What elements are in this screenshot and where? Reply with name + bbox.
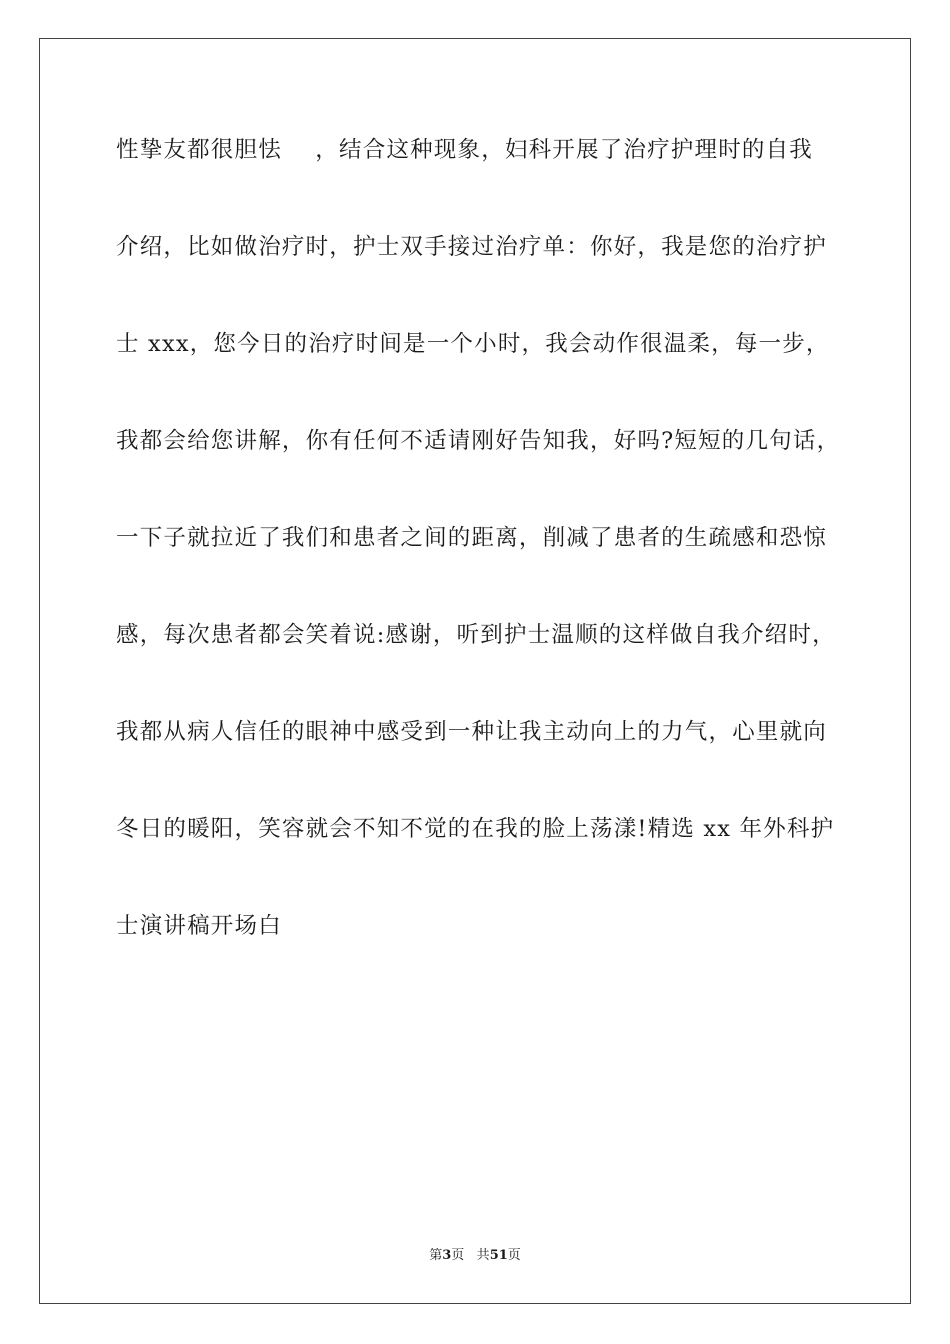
page-suffix: 页 xyxy=(451,1248,465,1263)
page-prefix: 第 xyxy=(429,1248,443,1263)
text-line: 我都会给您讲解，你有任何不适请刚好告知我，好吗?短短的几句话， xyxy=(116,428,841,454)
text-line: 感，每次患者都会笑着说:感谢，听到护士温顺的这样做自我介绍时， xyxy=(116,622,836,648)
page-footer xyxy=(0,1248,950,1264)
total-prefix: 共 xyxy=(476,1248,490,1263)
total-suffix: 页 xyxy=(507,1248,521,1263)
total-pages: 51 xyxy=(489,1248,508,1263)
page-border xyxy=(39,38,911,1304)
text-line: 介绍，比如做治疗时，护士双手接过治疗单：你好，我是您的治疗护 xyxy=(116,234,828,260)
text-line: 一下子就拉近了我们和患者之间的距离，削减了患者的生疏感和恐惊 xyxy=(116,525,828,551)
page-number: 3 xyxy=(442,1248,452,1263)
text-line: 我都从病人信任的眼神中感受到一种让我主动向上的力气，心里就向 xyxy=(116,719,828,745)
text-line: 士演讲稿开场白 xyxy=(116,913,282,939)
text-line: 士 xxx，您今日的治疗时间是一个小时，我会动作很温柔，每一步， xyxy=(116,331,830,357)
text-line: 冬日的暖阳，笑容就会不知不觉的在我的脸上荡漾!精选 xx 年外科护 xyxy=(116,816,835,842)
text-line: 性挚友都很胆怯 ，结合这种现象，妇科开展了治疗护理时的自我 xyxy=(116,137,814,163)
